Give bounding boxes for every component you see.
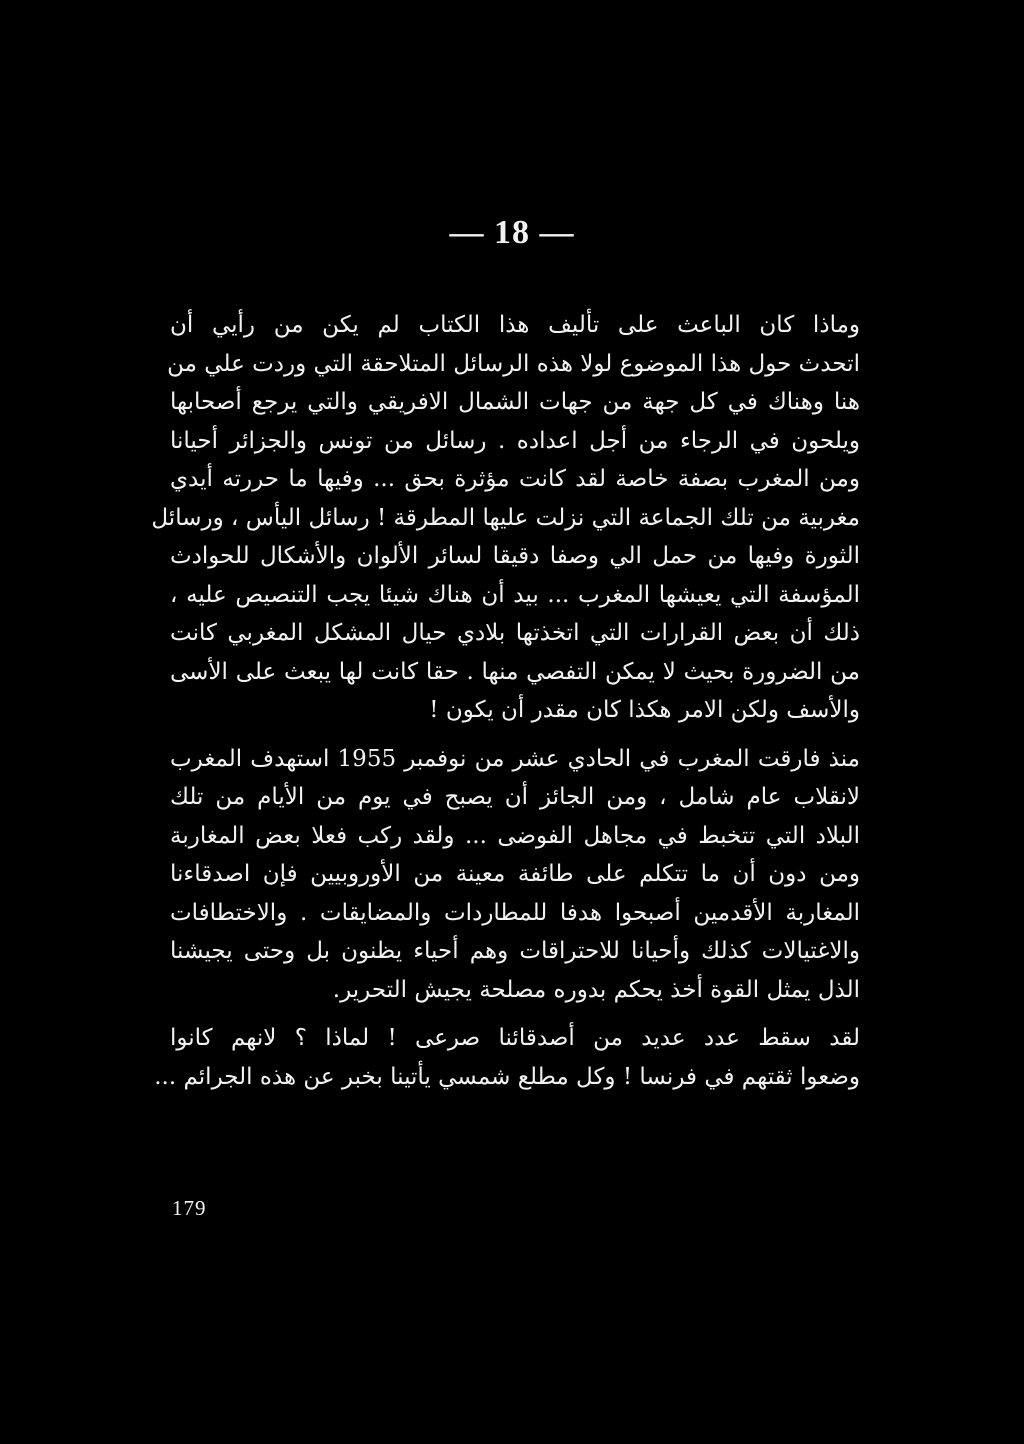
text-line: لانقلاب عام شامل ، ومن الجائز أن يصبح في يوم من الأيام من تلك <box>170 784 860 810</box>
text-line: الثورة وفيها من حمل الي وصفا دقيقا لسائر الألوان والأشكال للحوادث <box>170 543 860 569</box>
text-line: المؤسفة التي يعيشها المغرب ... بيد أن هناك شيئا يجب التنصيص عليه ، <box>170 581 860 608</box>
text-line: منذ فارقت المغرب في الحادي عشر من نوفمبر 1955 استهدف المغرب <box>170 745 861 772</box>
text-line: مغربية من تلك الجماعة التي نزلت عليها المطرقة ! رسائل اليأس ، ورسائل <box>151 504 860 531</box>
text-line: المغاربة الأقدمين أصبحوا هدفا للمطاردات والمضايقات . والاختطافات <box>170 899 860 926</box>
text-line: هنا وهناك في كل جهة من جهات الشمال الافريقي والتي يرجع أصحابها <box>170 389 860 415</box>
paragraph-2 <box>170 740 860 1010</box>
text-line: والأسف ولكن الامر هكذا كان مقدر أن يكون ! <box>429 697 860 723</box>
text-line: ويلحون في الرجاء من أجل اعداده . رسائل من تونس والجزائر أحيانا <box>170 427 860 454</box>
text-line: والاغتيالات كذلك وأحيانا للاحتراقات وهم أحياء يظنون بل وحتى يجيشنا <box>170 938 860 964</box>
text-line: لقد سقط عدد عديد من أصدقائنا صرعى ! لماذا ؟ لانهم كانوا <box>170 1025 860 1051</box>
text-line: البلاد التي تتخبط في مجاهل الفوضى ... ولقد ركب فعلا بعض المغاربة <box>170 822 860 849</box>
text-line: من الضرورة بحيث لا يمكن التفصي منها . حقا كانت لها يبعث على الأسى <box>170 658 860 685</box>
text-line: ذلك أن بعض القرارات التي اتخذتها بلادي حيال المشكل المغربي كانت <box>170 620 860 646</box>
paragraph-1 <box>151 306 860 730</box>
text-line: ومن دون أن ما تتكلم على طائفة معينة من الأوروبيين فإن اصدقاءنا <box>170 861 860 887</box>
paragraph-3 <box>154 1019 860 1096</box>
text-line: وضعوا ثقتهم في فرنسا ! وكل مطلع شمسي يأتينا بخبر عن هذه الجرائم ... <box>154 1063 860 1090</box>
text-line: ومن المغرب بصفة خاصة لقد كانت مؤثرة بحق ... وفيها ما حررته أيدي <box>170 466 860 492</box>
chapter-page-marker: — 18 — <box>449 214 575 251</box>
text-line: الذل يمثل القوة أخذ يحكم بدوره مصلحة يجيش التحرير. <box>332 976 860 1003</box>
page-number: 179 <box>172 1196 207 1220</box>
body-text <box>151 306 861 1096</box>
text-line: وماذا كان الباعث على تأليف هذا الكتاب لم يكن من رأيي أن <box>170 312 860 338</box>
text-line: اتحدث حول هذا الموضوع لولا هذه الرسائل المتلاحقة التي وردت علي من <box>167 350 860 377</box>
